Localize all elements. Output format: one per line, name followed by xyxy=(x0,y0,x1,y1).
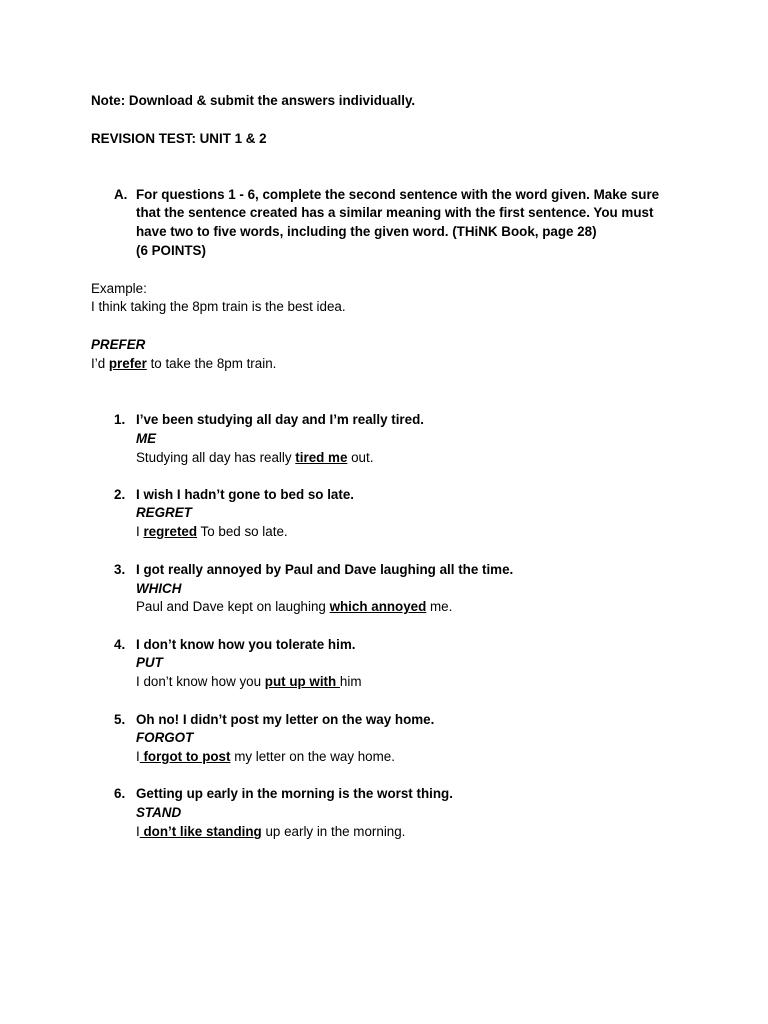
question-keyword: STAND xyxy=(136,805,182,820)
question-answer xyxy=(136,449,373,467)
question-answer xyxy=(136,673,361,691)
question-answer xyxy=(136,523,288,541)
question-sentence: I don’t know how you tolerate him. xyxy=(136,637,356,652)
question-keyword: FORGOT xyxy=(136,730,194,745)
example-label: Example: xyxy=(91,281,147,296)
answer-fill: don’t like standing xyxy=(139,824,262,839)
answer-text-post: To bed so late. xyxy=(197,524,288,539)
answer-fill: tired me xyxy=(295,450,348,465)
question-number: 1. xyxy=(114,412,126,427)
instruction-line: For questions 1 - 6, complete the second sentence with the word given. Make sure xyxy=(136,187,660,202)
page-title: REVISION TEST: UNIT 1 & 2 xyxy=(91,131,267,146)
question-sentence: Getting up early in the morning is the worst thing. xyxy=(136,786,453,801)
answer-text-post: him xyxy=(339,674,362,689)
answer-text-post: up early in the morning. xyxy=(261,824,406,839)
answer-text-post: to take the 8pm train. xyxy=(146,356,277,371)
question-number: 4. xyxy=(114,637,126,652)
answer-fill: prefer xyxy=(108,356,147,371)
answer-text-pre: Studying all day has really xyxy=(136,450,296,465)
instruction-points: (6 POINTS) xyxy=(136,243,206,258)
instruction-line: have two to five words, including the given word. (THiNK Book, page 28) xyxy=(136,224,597,239)
question-number: 5. xyxy=(114,712,126,727)
instruction-line: that the sentence created has a similar meaning with the first sentence. You must xyxy=(136,205,654,220)
question-sentence: I’ve been studying all day and I’m really tired. xyxy=(136,412,424,427)
question-sentence: Oh no! I didn’t post my letter on the way home. xyxy=(136,712,435,727)
question-sentence: I got really annoyed by Paul and Dave laughing all the time. xyxy=(136,562,514,577)
question-number: 6. xyxy=(114,786,126,801)
answer-fill: forgot to post xyxy=(139,749,231,764)
answer-text-pre: I xyxy=(136,824,140,839)
example-answer xyxy=(91,355,276,373)
answer-fill: regreted xyxy=(143,524,198,539)
question-answer xyxy=(136,748,395,766)
answer-text-post: my letter on the way home. xyxy=(230,749,395,764)
example-sentence: I think taking the 8pm train is the best idea. xyxy=(91,299,346,314)
question-keyword: WHICH xyxy=(136,581,182,596)
example-keyword: PREFER xyxy=(91,337,146,352)
question-keyword: PUT xyxy=(136,655,163,670)
question-answer xyxy=(136,598,452,616)
question-number: 2. xyxy=(114,487,126,502)
answer-text-pre: I don’t know how you xyxy=(136,674,265,689)
answer-text-pre: Paul and Dave kept on laughing xyxy=(136,599,330,614)
answer-text-pre: I xyxy=(136,524,144,539)
answer-text-post: me. xyxy=(426,599,453,614)
question-keyword: ME xyxy=(136,431,157,446)
answer-text-post: out. xyxy=(347,450,374,465)
question-answer xyxy=(136,823,405,841)
note-text: Note: Download & submit the answers individually. xyxy=(91,93,416,108)
answer-text-pre: I xyxy=(136,749,140,764)
question-keyword: REGRET xyxy=(136,505,192,520)
question-number: 3. xyxy=(114,562,126,577)
question-sentence: I wish I hadn’t gone to bed so late. xyxy=(136,487,354,502)
answer-text-pre: I’d xyxy=(91,356,109,371)
section-a-marker: A. xyxy=(114,187,128,202)
answer-fill: which annoyed xyxy=(329,599,427,614)
answer-fill: put up with xyxy=(264,674,340,689)
